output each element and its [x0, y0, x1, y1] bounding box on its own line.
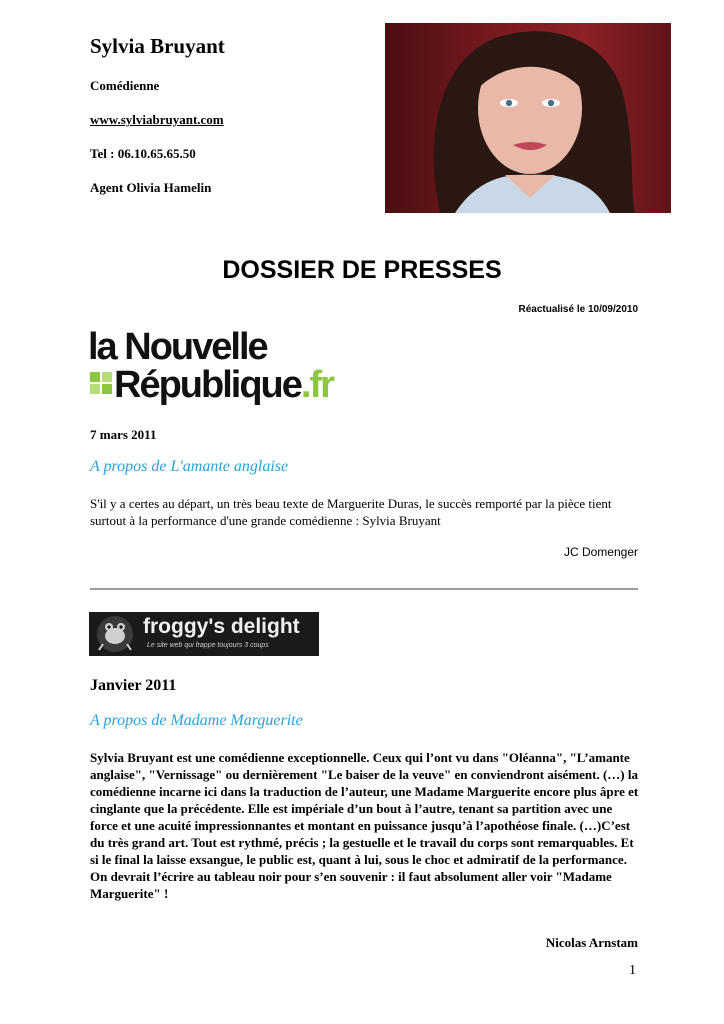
- actor-name: Sylvia Bruyant: [90, 34, 225, 58]
- logo-squares-icon: [90, 372, 112, 394]
- portrait-photo: [385, 23, 671, 213]
- updated-date: Réactualisé le 10/09/2010: [518, 304, 638, 315]
- press-quote-2: Sylvia Bruyant est une comédienne exceptionnelle. Ceux qui l’ont vu dans "Oléanna", "L’amante anglaise", "Vernissage" ou dernièrement "Le baiser de la veuve" en conviendront aisément. (…) la comédienne incarne ici dans la traduction de l’auteur, une Madame Marguerite encore plus âpre et cinglante que la précédente. Elle est impériale d’un bout à l’autre, tenant sa partition avec une force et une acuité impressionnantes et montant en puissance jusqu’à l’apothéose finale. (…)C’est du très grand art. Tout est rythmé, précis ; la gestuelle et le travail du corps sont remarquables. Et si le final la laisse exsangue, le public est, quant à lui, sous le choc et admiratif de la performance. On devrait l’écrire au tableau noir pour s’en souvenir : il faut absolument aller voir "Madame Marguerite" !: [90, 750, 639, 901]
- froggys-delight-logo: [89, 612, 319, 656]
- logo-text-line1: la Nouvelle: [88, 326, 267, 368]
- press-quote-1: S'il y a certes au départ, un très beau texte de Marguerite Duras, le succès remporté par la pièce tient surtout à la performance d'une grande comédienne : Sylvia Bruyant: [90, 496, 612, 528]
- actor-role: Comédienne: [90, 78, 160, 93]
- frog-icon: [95, 614, 135, 654]
- section-divider: [90, 588, 638, 590]
- froggy-logo-title: froggy's delight: [143, 615, 300, 638]
- froggy-logo-tagline: Le site web qui frappe toujours 3 coups: [147, 642, 269, 649]
- press-date-1: 7 mars 2011: [90, 427, 157, 442]
- press-subject-1: A propos de L'amante anglaise: [90, 458, 289, 475]
- website-link[interactable]: www.sylviabruyant.com: [90, 112, 224, 127]
- press-author-1: JC Domenger: [563, 545, 638, 559]
- page-number: 1: [629, 963, 636, 978]
- page-title: DOSSIER DE PRESSES: [222, 256, 502, 284]
- la-nouvelle-republique-logo: [88, 328, 388, 408]
- press-author-2: Nicolas Arnstam: [545, 935, 638, 950]
- press-date-2: Janvier 2011: [90, 677, 177, 694]
- logo-text-line2: République.fr: [114, 364, 333, 406]
- agent-name: Agent Olivia Hamelin: [90, 180, 212, 195]
- phone-number: Tel : 06.10.65.65.50: [90, 146, 196, 161]
- press-subject-2: A propos de Madame Marguerite: [90, 712, 303, 729]
